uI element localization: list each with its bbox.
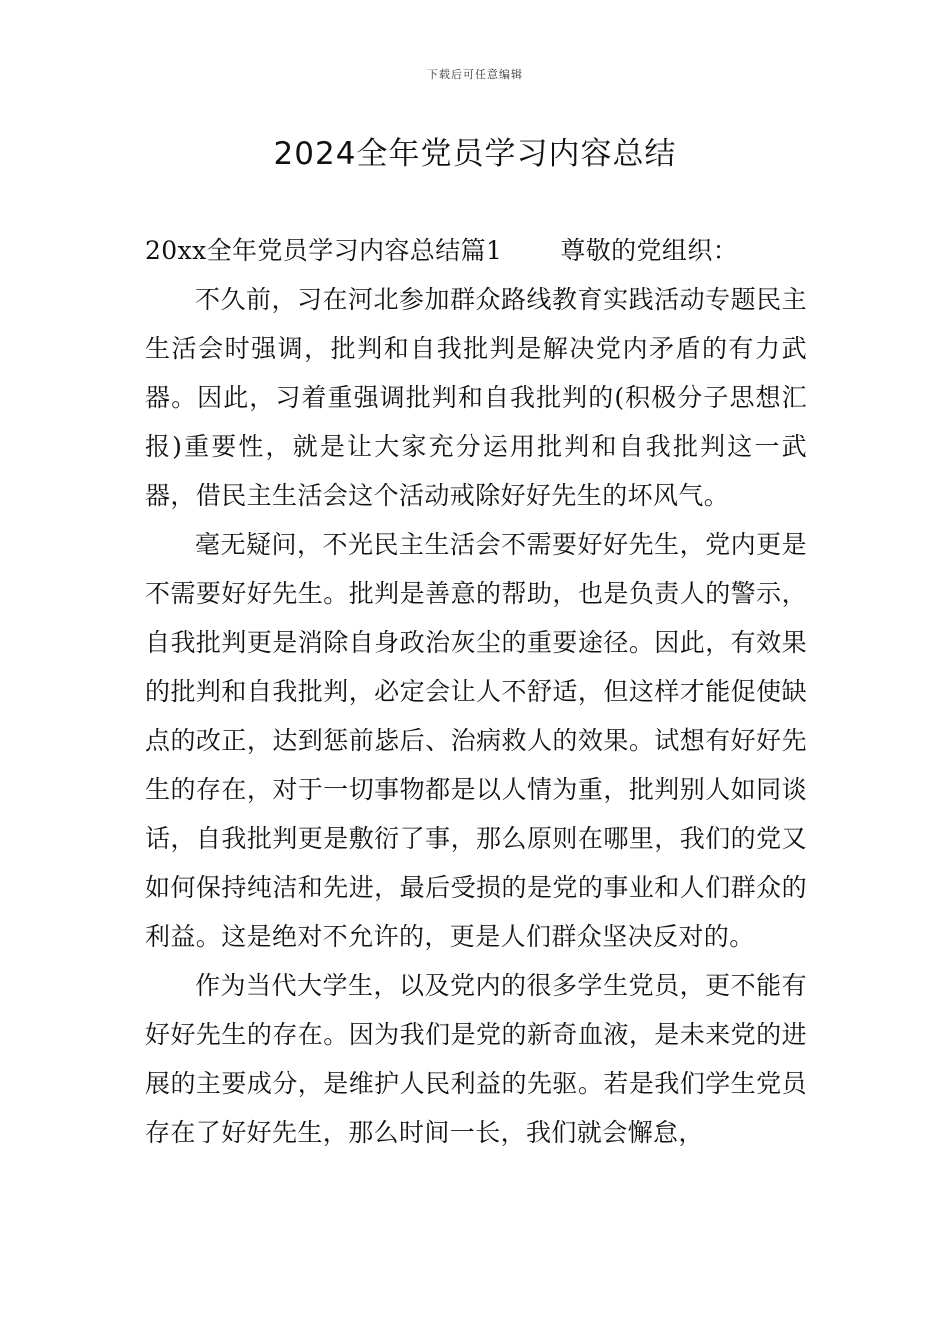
document-body	[145, 226, 807, 1157]
paragraph-3: 作为当代大学生，以及党内的很多学生党员，更不能有好好先生的存在。因为我们是党的新奇血液，是未来党的进展的主要成分，是维护人民利益的先驱。若是我们学生党员存在了好好先生，那么时间一长，我们就会懈怠，	[145, 971, 807, 1147]
intro-line	[145, 226, 807, 275]
document-title: 2024全年党员学习内容总结	[273, 136, 677, 172]
salutation: 尊敬的党组织：	[560, 236, 739, 265]
paragraph-1: 不久前，习在河北参加群众路线教育实践活动专题民主生活会时强调，批判和自我批判是解决党内矛盾的有力武器。因此，习着重强调批判和自我批判的(积极分子思想汇报)重要性，就是让大家充分运用批判和自我批判这一武器，借民主生活会这个活动戒除好好先生的坏风气。	[145, 285, 807, 510]
paragraph-2: 毫无疑问，不光民主生活会不需要好好先生，党内更是不需要好好先生。批判是善意的帮助，也是负责人的警示，自我批判更是消除自身政治灰尘的重要途径。因此，有效果的批判和自我批判，必定会让人不舒适，但这样才能促使缺点的改正，达到惩前毖后、治病救人的效果。试想有好好先生的存在，对于一切事物都是以人情为重，批判别人如同谈话，自我批判更是敷衍了事，那么原则在哪里，我们的党又如何保持纯洁和先进，最后受损的是党的事业和人们群众的利益。这是绝对不允许的，更是人们群众坚决反对的。	[145, 530, 807, 951]
header-note: 下载后可任意编辑	[427, 68, 523, 81]
intro-heading: 20xx全年党员学习内容总结篇1	[145, 236, 503, 265]
